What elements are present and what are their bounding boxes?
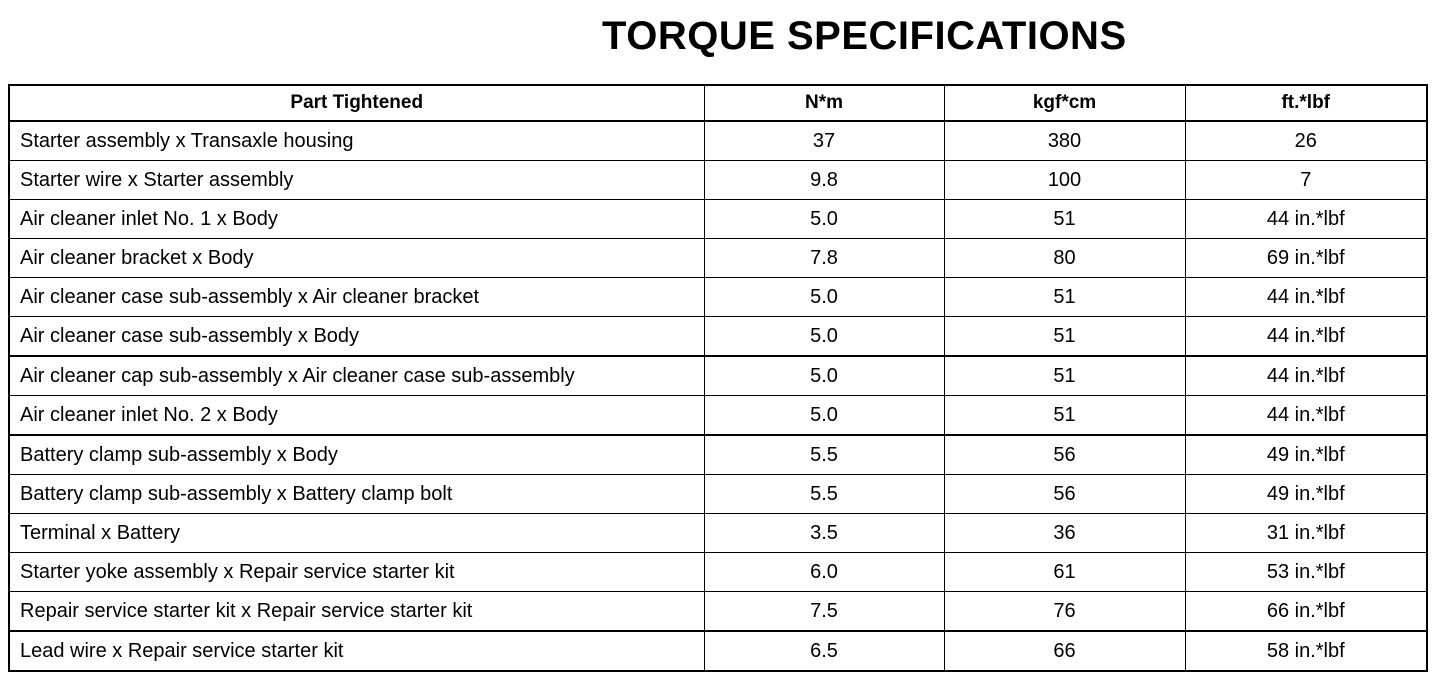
ft-cell: 53 in.*lbf bbox=[1185, 553, 1427, 592]
torque-specifications-table bbox=[8, 84, 1428, 672]
kgf-cell: 66 bbox=[944, 631, 1185, 671]
ft-cell: 44 in.*lbf bbox=[1185, 200, 1427, 239]
ft-cell: 69 in.*lbf bbox=[1185, 239, 1427, 278]
part-cell: Terminal x Battery bbox=[9, 514, 704, 553]
nm-cell: 7.8 bbox=[704, 239, 944, 278]
table-row bbox=[9, 161, 1427, 200]
header-kgf-cm: kgf*cm bbox=[944, 85, 1185, 121]
nm-cell: 5.0 bbox=[704, 200, 944, 239]
part-cell: Starter yoke assembly x Repair service starter kit bbox=[9, 553, 704, 592]
kgf-cell: 56 bbox=[944, 475, 1185, 514]
table-row bbox=[9, 435, 1427, 475]
part-cell: Air cleaner inlet No. 2 x Body bbox=[9, 396, 704, 436]
kgf-cell: 76 bbox=[944, 592, 1185, 632]
kgf-cell: 56 bbox=[944, 435, 1185, 475]
table-row bbox=[9, 356, 1427, 396]
table-header-row bbox=[9, 85, 1427, 121]
ft-cell: 44 in.*lbf bbox=[1185, 317, 1427, 357]
part-cell: Air cleaner case sub-assembly x Body bbox=[9, 317, 704, 357]
ft-cell: 44 in.*lbf bbox=[1185, 278, 1427, 317]
table-row bbox=[9, 514, 1427, 553]
ft-cell: 66 in.*lbf bbox=[1185, 592, 1427, 632]
part-cell: Air cleaner bracket x Body bbox=[9, 239, 704, 278]
nm-cell: 6.0 bbox=[704, 553, 944, 592]
nm-cell: 5.0 bbox=[704, 356, 944, 396]
ft-cell: 49 in.*lbf bbox=[1185, 435, 1427, 475]
ft-cell: 44 in.*lbf bbox=[1185, 356, 1427, 396]
kgf-cell: 61 bbox=[944, 553, 1185, 592]
part-cell: Air cleaner inlet No. 1 x Body bbox=[9, 200, 704, 239]
kgf-cell: 80 bbox=[944, 239, 1185, 278]
table-row bbox=[9, 200, 1427, 239]
nm-cell: 6.5 bbox=[704, 631, 944, 671]
table-row bbox=[9, 396, 1427, 436]
table-row bbox=[9, 317, 1427, 357]
part-cell: Starter wire x Starter assembly bbox=[9, 161, 704, 200]
table-row bbox=[9, 121, 1427, 161]
header-part-tightened: Part Tightened bbox=[9, 85, 704, 121]
table-row bbox=[9, 475, 1427, 514]
kgf-cell: 51 bbox=[944, 396, 1185, 436]
kgf-cell: 36 bbox=[944, 514, 1185, 553]
kgf-cell: 51 bbox=[944, 200, 1185, 239]
header-newton-meter: N*m bbox=[704, 85, 944, 121]
part-cell: Repair service starter kit x Repair service starter kit bbox=[9, 592, 704, 632]
nm-cell: 3.5 bbox=[704, 514, 944, 553]
nm-cell: 5.0 bbox=[704, 396, 944, 436]
table-row bbox=[9, 278, 1427, 317]
nm-cell: 5.5 bbox=[704, 475, 944, 514]
ft-cell: 49 in.*lbf bbox=[1185, 475, 1427, 514]
part-cell: Starter assembly x Transaxle housing bbox=[9, 121, 704, 161]
header-ft-lbf: ft.*lbf bbox=[1185, 85, 1427, 121]
nm-cell: 37 bbox=[704, 121, 944, 161]
nm-cell: 5.0 bbox=[704, 317, 944, 357]
nm-cell: 7.5 bbox=[704, 592, 944, 632]
part-cell: Air cleaner case sub-assembly x Air cleaner bracket bbox=[9, 278, 704, 317]
nm-cell: 5.5 bbox=[704, 435, 944, 475]
kgf-cell: 51 bbox=[944, 278, 1185, 317]
nm-cell: 9.8 bbox=[704, 161, 944, 200]
table-row bbox=[9, 239, 1427, 278]
nm-cell: 5.0 bbox=[704, 278, 944, 317]
ft-cell: 31 in.*lbf bbox=[1185, 514, 1427, 553]
page-title: TORQUE SPECIFICATIONS bbox=[602, 14, 1127, 58]
table-row bbox=[9, 592, 1427, 632]
part-cell: Lead wire x Repair service starter kit bbox=[9, 631, 704, 671]
kgf-cell: 100 bbox=[944, 161, 1185, 200]
kgf-cell: 51 bbox=[944, 356, 1185, 396]
ft-cell: 26 bbox=[1185, 121, 1427, 161]
ft-cell: 7 bbox=[1185, 161, 1427, 200]
table-row bbox=[9, 631, 1427, 671]
ft-cell: 44 in.*lbf bbox=[1185, 396, 1427, 436]
kgf-cell: 51 bbox=[944, 317, 1185, 357]
part-cell: Battery clamp sub-assembly x Body bbox=[9, 435, 704, 475]
part-cell: Battery clamp sub-assembly x Battery clamp bolt bbox=[9, 475, 704, 514]
table-row bbox=[9, 553, 1427, 592]
part-cell: Air cleaner cap sub-assembly x Air cleaner case sub-assembly bbox=[9, 356, 704, 396]
ft-cell: 58 in.*lbf bbox=[1185, 631, 1427, 671]
kgf-cell: 380 bbox=[944, 121, 1185, 161]
